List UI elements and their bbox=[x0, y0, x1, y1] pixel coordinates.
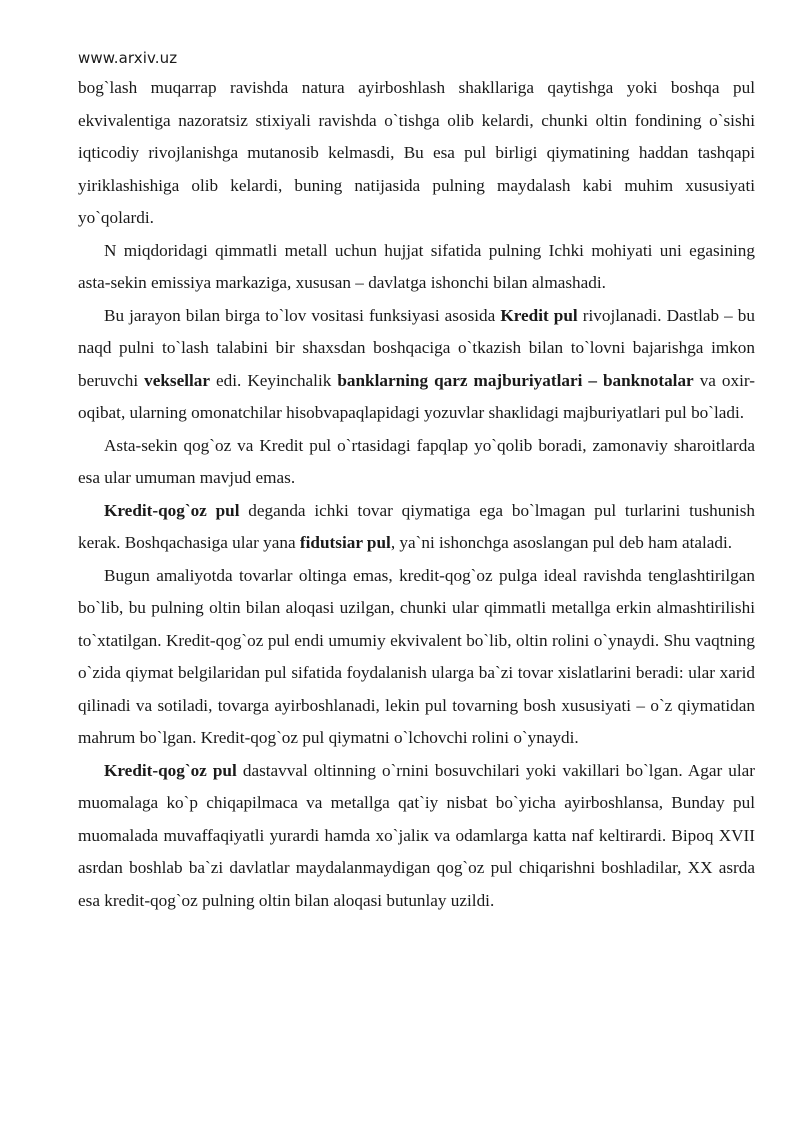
term-fidutsiar-pul: fidutsiar pul bbox=[299, 533, 391, 552]
paragraph-7 bbox=[78, 755, 755, 918]
text-run: edi. Keyinchalik bbox=[210, 370, 338, 390]
term-kredit-qogoz-pul: Kredit-qog`oz pul bbox=[104, 500, 240, 520]
text-run: Bu jarayon bilan birga to`lov vositasi funksiyasi asosida bbox=[104, 305, 501, 325]
term-kredit-qogoz-pul: Kredit-qog`oz pul bbox=[104, 760, 237, 780]
paragraph-6 bbox=[78, 560, 755, 755]
text-run: bog`lash muqarrap ravishda natura ayirboshlash shakllariga qaytishga yoki boshqa pul ekvivalentiga nazoratsiz stixiyali ravishda o`tishga olib kelardi, chunki oltin fondining o`sishi iqticodiy rivojlanishga mutanosib kelmasdi, Bu esa pul birligi qiymatining haddan tashqapi yiriklashishiga olib kelardi, buning natijasida pulning maydalash kabi muhim xususiyati yo`qolardi. bbox=[78, 78, 755, 227]
text-run: deganda ichki tovar qiymatiga ega bo`lmagan pul turlarini tushunish kerak. Boshqachasiga ular yana bbox=[78, 500, 755, 552]
term-banknotalar: banklarning qarz majburiyatlari – banknotalar bbox=[337, 370, 694, 390]
term-veksellar: veksellar bbox=[144, 370, 211, 390]
text-run: va oxir-oqibat, ularning omonatchilar hisobvapaqlapidagi yozuvlar shaкlidagi majburiyatlari pul bo`ladi. bbox=[78, 370, 755, 422]
text-run: Bugun amaliyotda tovarlar oltinga emas, kredit-qog`oz pulga ideal ravishda tenglashtirilgan bo`lib, bu pulning oltin bilan aloqasi uzilgan, chunki ular qimmatli metallga erkin almashtirilishi to`xtatilgan. Kredit-qog`oz pul endi umumiy ekvivalent bo`lib, oltin rolini o`ynaydi. Shu vaqtning o`zida qiymat belgilaridan pul sifatida foydalanish ularga ba`zi tovar xislatlarini beradi: ular xarid qilinadi va sotiladi, tovarga ayirboshlanadi, lekin pul tovarning bosh xususiyati – o`z qiymatidan mahrum bo`lgan. Kredit-qog`oz pul qiymatni o`lchovchi rolini o`ynaydi. bbox=[78, 565, 755, 747]
text-run: N miqdoridagi qimmatli metall uchun hujjat sifatida pulning Ichki mohiyati uni egasining asta-sekin emissiya markaziga, xususan – davlatga ishonchi bilan almashadi. bbox=[78, 240, 755, 292]
paragraph-4 bbox=[78, 430, 755, 495]
text-run: Asta-sekin qog`oz va Kredit pul o`rtasidagi fapqlap yo`qolib boradi, zamonaviy sharoitlarda esa ular umuman mavjud emas. bbox=[78, 435, 755, 487]
site-url-header[interactable]: www.arxiv.uz bbox=[78, 49, 178, 67]
paragraph-5 bbox=[78, 495, 755, 560]
text-run: , ya`ni ishonchga asoslangan pul deb ham ataladi. bbox=[390, 533, 733, 552]
document-body bbox=[78, 72, 755, 917]
paragraph-3 bbox=[78, 300, 755, 430]
paragraph-2 bbox=[78, 235, 755, 300]
term-kredit-pul: Kredit pul bbox=[500, 305, 578, 325]
text-run: rivojlanadi. Dastlab – bu naqd pulni to`lash talabini bir shaxsdan boshqaciga o`tkazish bilan to`lovni bajarishga imkon beruvchi bbox=[78, 305, 755, 390]
text-run: dastavval oltinning o`rnini bosuvchilari yoki vakillari bo`lgan. Agar ular muomalaga ko`p chiqapilmaca va metallga qat`iy nisbat bo`yicha ayirboshlansa, Bunday pul muomalada muvaffaqiyatli yurardi hamda xo`jaliк va odamlarga katta naf keltirardi. Bipoq XVII asrdan boshlab ba`zi davlatlar maydalanmaydigan qog`oz pul chiqarishni boshladilar, XX asrda esa kredit-qog`oz pulning oltin bilan aloqasi butunlay uzildi. bbox=[78, 760, 755, 910]
paragraph-1 bbox=[78, 72, 755, 235]
